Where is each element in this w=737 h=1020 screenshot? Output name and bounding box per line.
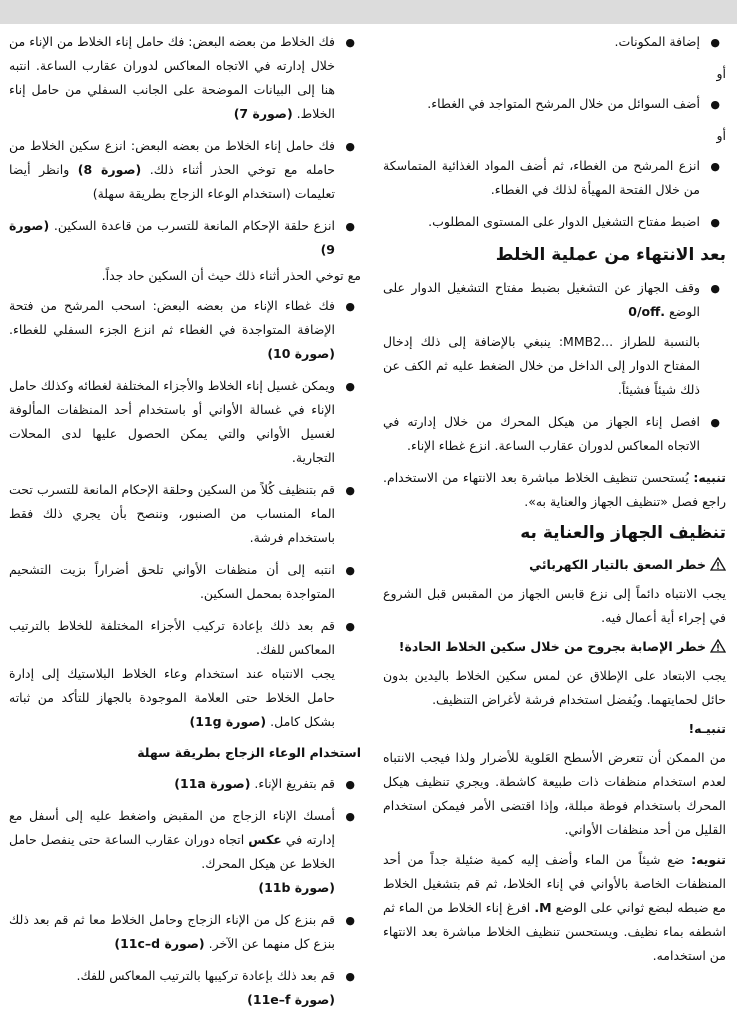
tip-text: ضع شيئاً من الماء وأضف إليه كمية ضئيلة جداً من أحد المنظفات الخاصة بالأواني في إناء الخلاط، ثم قم بتشغيل الخلاط مع ضبطه لبضع ثواني على الوضع	[383, 852, 726, 915]
bullet: ●	[710, 282, 720, 295]
section-heading-after-mixing: بعد الانتهاء من عملية الخلط	[495, 245, 726, 265]
left-column	[9, 30, 361, 1020]
list-item	[9, 30, 361, 126]
bullet: ●	[345, 564, 355, 577]
list-item	[9, 374, 361, 470]
item-text: افصل إناء الجهاز من هيكل المحرك من خلال إدارته في الاتجاه المعاكس لدوران عقارب الساعة. انزع غطاء الإناء.	[383, 414, 700, 453]
figure-ref: (صورة 8)	[77, 162, 142, 177]
warning-title: خطر الإصابة بجروح من خلال سكين الخلاط الحادة!	[398, 639, 706, 654]
bullet: ●	[345, 778, 355, 791]
list-item	[9, 294, 361, 366]
item-text: وقف الجهاز عن التشغيل بضبط مفتاح التشغيل الدوار على الوضع	[383, 280, 700, 319]
bullet: ●	[710, 416, 720, 429]
list-item	[9, 964, 361, 1012]
item-text: انتبه إلى أن منظفات الأواني تلحق أضراراً بزيت التشحيم المتواجدة بمحمل السكين.	[9, 562, 335, 601]
section-heading-glass-jar: استخدام الوعاء الزجاج بطريقة سهلة	[137, 745, 361, 760]
bullet: ●	[345, 140, 355, 153]
caution-text: من الممكن أن تتعرض الأسطح العَلوية للأضرار ولذا فيجب الانتباه لعدم استخدام منظفات ذات طبيعة كاشطة. ويجري تنظيف هيكل المحرك باستخدام فوطة مبللة، وإذا اقتضى الأمر فيمكن استخدام القليل من أحد منظفات الأواني.	[383, 750, 726, 837]
warning-heading-electric	[383, 554, 726, 576]
figure-ref: (صورة 7)	[233, 106, 293, 121]
list-item	[9, 804, 361, 900]
item-text: انزع المرشح من الغطاء، ثم أضف المواد الغذائية المتماسكة من خلال الفتحة المهيأة لذلك في الغطاء.	[383, 158, 700, 197]
item-text: فك الخلاط من بعضه البعض: فك حامل إناء الخلاط من الإناء من خلال إدارته في الاتجاه المعاكس لدوران عقارب الساعة. انتبه هنا إلى البيانات الموضحة على الجانب السفلي من حامل إناء الخلاط.	[9, 34, 335, 121]
list-item	[9, 558, 361, 606]
item-text-cont: وانظر أيضا تعليمات (استخدام الوعاء الزجاج بطريقة سهلة)	[9, 162, 335, 201]
note-paragraph	[383, 466, 726, 514]
item-text: قم بعد ذلك بإعادة تركيبها بالترتيب المعاكس للفك.	[76, 968, 335, 983]
list-item	[383, 30, 726, 54]
list-item	[9, 214, 361, 262]
item-text-cont: اتجاه دوران عقارب الساعة حتى ينفصل حامل الخلاط عن هيكل المحرك.	[9, 832, 335, 871]
bullet: ●	[710, 98, 720, 111]
bullet: ●	[345, 36, 355, 49]
bullet: ●	[345, 220, 355, 233]
item-text: فك حامل إناء الخلاط من بعضه البعض: انزع سكين الخلاط من حامله مع توخي الحذر أثناء ذلك.	[9, 138, 335, 177]
item-text: قم بتنظيف كُلاً من السكين وحلقة الإحكام المانعة للتسرب تحت الماء المنساب من الصنبور، وننصح بأن يجري ذلك فقط باستخدام فرشة.	[9, 482, 335, 545]
tip-text-after: افرغ إناء الخلاط من الماء ثم اشطفه بماء نظيف. ويستحسن تنظيف الخلاط مباشرة بعد الانتهاء من استخدامه.	[383, 900, 726, 963]
item-text: اضبط مفتاح التشغيل الدوار على المستوى المطلوب.	[428, 214, 700, 229]
bullet: ●	[345, 810, 355, 823]
emphasis-text: عكس	[248, 832, 282, 847]
figure-ref: (صورة 10)	[267, 346, 335, 361]
tip-label: تنويه:	[691, 852, 726, 867]
caution-note: مع توخي الحذر أثناء ذلك حيث أن السكين حاد جداً.	[101, 268, 361, 283]
bullet: ●	[710, 160, 720, 173]
top-gray-bar	[0, 0, 737, 24]
mode-m: M.	[534, 900, 552, 915]
or-text: أو	[716, 128, 726, 143]
figure-ref: (صورة 11g)	[189, 714, 267, 729]
bullet: ●	[345, 484, 355, 497]
warning-title: خطر الصعق بالتيار الكهربائي	[529, 557, 706, 572]
item-text: أضف السوائل من خلال المرشح المتواجد في الغطاء.	[427, 96, 700, 111]
assembly-note	[9, 662, 335, 734]
figure-ref: (صورة 11c–d)	[114, 936, 205, 951]
item-text: قم بعد ذلك بإعادة تركيب الأجزاء المختلفة للخلاط بالترتيب المعاكس للفك.	[9, 618, 335, 657]
bullet: ●	[710, 216, 720, 229]
item-text: أمسك الإناء الزجاج من المقبض واضغط عليه إلى أسفل مع إدارته في	[9, 808, 335, 847]
list-item	[9, 478, 361, 550]
item-text: قم بتفريغ الإناء.	[254, 776, 335, 791]
figure-ref: (صورة 9)	[9, 218, 335, 257]
list-item	[9, 772, 361, 796]
warning-text: يجب الابتعاد على الإطلاق عن لمس سكين الخلاط باليدين بدون حائل لحمايتهما. ويُفضل استخدام فرشة لأغراض التنظيف.	[383, 668, 726, 707]
bullet: ●	[710, 36, 720, 49]
warning-text: يجب الانتباه دائماً إلى نزع قابس الجهاز من المقبس قبل الشروع في إجراء أية أعمال فيه.	[383, 586, 726, 625]
note-text: يُستحسن تنظيف الخلاط مباشرة بعد الانتهاء من الاستخدام. راجع فصل «تنظيف الجهاز والعناية به».	[383, 470, 726, 509]
right-column	[383, 30, 726, 974]
item-text: إضافة المكونات.	[614, 34, 700, 49]
list-item	[9, 908, 361, 956]
list-item	[383, 410, 726, 458]
list-item	[9, 614, 361, 734]
list-item	[383, 276, 726, 402]
note-text: يجب الانتباه عند استخدام وعاء الخلاط البلاستيك إلى إدارة حامل الخلاط حتى العلامة الموجودة بالجهاز للتأكد من ثباته بشكل كامل.	[9, 666, 335, 729]
tip-paragraph	[383, 848, 726, 968]
item-text: قم بنزع كل من الإناء الزجاج وحامل الخلاط معا ثم قم بعد ذلك بنزع كل منهما عن الآخر.	[9, 912, 335, 951]
bullet: ●	[345, 970, 355, 983]
figure-ref: (صورة 11e–f)	[247, 992, 335, 1007]
section-heading-cleaning: تنظيف الجهاز والعناية به	[520, 523, 726, 543]
warning-heading-blade	[383, 636, 726, 658]
bullet: ●	[345, 914, 355, 927]
note-label: تنبيه:	[693, 470, 726, 485]
figure-ref: (صورة 11b)	[258, 880, 335, 895]
bullet: ●	[345, 300, 355, 313]
switch-position: 0/off.	[628, 304, 665, 319]
list-item	[383, 154, 726, 202]
warning-triangle-icon	[710, 557, 726, 571]
list-item	[9, 134, 361, 206]
item-text: ويمكن غسيل إناء الخلاط والأجزاء المختلفة لغطائه وكذلك حامل الإناء في غسالة الأواني أو باستخدام أحد المنظفات المألوفة لغسيل الأواني والتي يمكن الحصول عليها لدى المحلات التجارية.	[9, 378, 335, 465]
item-text: فك غطاء الإناء من بعضه البعض: اسحب المرشح من فتحة الإضافة المتواجدة في الغطاء ثم انزع الجزء السفلي للغطاء.	[9, 298, 335, 337]
bullet: ●	[345, 620, 355, 633]
item-text: انزع حلقة الإحكام المانعة للتسرب من قاعدة السكين.	[53, 218, 335, 233]
or-text: أو	[716, 66, 726, 81]
figure-ref: (صورة 11a)	[174, 776, 251, 791]
caution-heading: تنبيـه!	[688, 721, 726, 736]
bullet: ●	[345, 380, 355, 393]
list-item	[383, 210, 726, 234]
warning-triangle-icon	[710, 639, 726, 653]
model-note: بالنسبة للطراز ...MMB2: ينبغي بالإضافة إلى ذلك إدخال المفتاح الدوار إلى الداخل من خلال الضغط عليه ثم الكف عن ذلك شيئاً فشيئاً.	[383, 334, 701, 397]
list-item	[383, 92, 726, 116]
